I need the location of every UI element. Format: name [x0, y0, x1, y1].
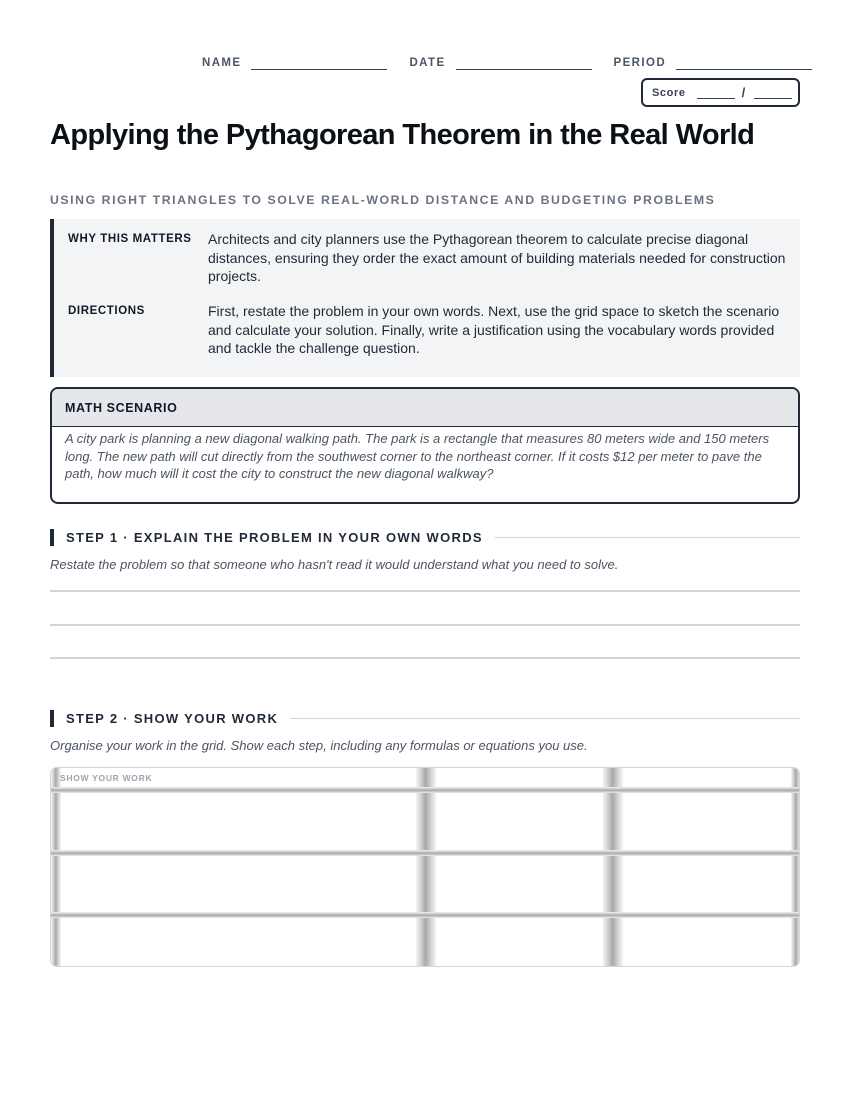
- why-this-matters-text: Architects and city planners use the Pythagorean theorem to calculate precise diagonal distances, ensuring they order the exact amount of building materials needed for construction projects.: [208, 231, 786, 284]
- step-1-divider: [495, 537, 800, 538]
- grid-border-left: [51, 768, 61, 967]
- period-input-line[interactable]: [676, 56, 812, 70]
- answer-line[interactable]: [50, 590, 800, 592]
- grid-divider-horizontal: [51, 850, 800, 856]
- step-1-instruction: Restate the problem so that someone who hasn't read it would understand what you need to solve.: [50, 557, 619, 572]
- step-1-accent-bar: [50, 529, 54, 546]
- date-field: [409, 56, 591, 70]
- grid-divider-horizontal: [51, 912, 800, 918]
- step-2-instruction: Organise your work in the grid. Show each step, including any formulas or equations you use.: [50, 738, 588, 753]
- score-box: [641, 78, 800, 107]
- answer-line[interactable]: [50, 657, 800, 659]
- step-2-accent-bar: [50, 710, 54, 727]
- name-field: [202, 56, 387, 70]
- math-scenario-box: [50, 387, 800, 504]
- grid-divider-vertical: [603, 768, 623, 967]
- period-field: [614, 56, 813, 70]
- step-1-title: STEP 1 · EXPLAIN THE PROBLEM IN YOUR OWN WORDS: [66, 529, 483, 545]
- why-this-matters-row: [68, 230, 790, 286]
- date-label: DATE: [409, 57, 446, 69]
- step-2-title: STEP 2 · SHOW YOUR WORK: [66, 710, 279, 726]
- math-scenario-text: A city park is planning a new diagonal walking path. The park is a rectangle that measures 80 meters wide and 150 meters long. The new path will cut directly from the southwest corner to the northeast corner. If it costs $12 per meter to pave the path, how much will it cost the city to construct the new diagonal walkway?: [65, 431, 770, 481]
- grid-label: SHOW YOUR WORK: [60, 773, 153, 783]
- grid-divider-vertical: [416, 768, 436, 967]
- step-2-heading: [50, 709, 800, 727]
- name-label: NAME: [202, 57, 242, 69]
- date-input-line[interactable]: [456, 56, 592, 70]
- name-input-line[interactable]: [251, 56, 387, 70]
- score-total-blank[interactable]: [754, 87, 792, 99]
- step-2-divider: [290, 718, 800, 719]
- grid-divider-horizontal: [51, 787, 800, 793]
- score-separator: /: [741, 85, 746, 100]
- directions-label: DIRECTIONS: [68, 305, 145, 317]
- why-this-matters-label: WHY THIS MATTERS: [68, 233, 192, 245]
- directions-text: First, restate the problem in your own words. Next, use the grid space to sketch the scenario and calculate your solution. Finally, write a justification using the vocabulary words provided and tackle the challenge question.: [208, 303, 780, 356]
- student-info-fields: [202, 52, 800, 70]
- score-label: Score: [652, 86, 686, 99]
- math-scenario-title: MATH SCENARIO: [65, 400, 178, 415]
- answer-line[interactable]: [50, 624, 800, 626]
- math-scenario-header: [52, 389, 798, 427]
- directions-row: [68, 302, 790, 358]
- info-panel: [50, 219, 800, 377]
- page-subtitle: USING RIGHT TRIANGLES TO SOLVE REAL-WORLD DISTANCE AND BUDGETING PROBLEMS: [50, 193, 716, 207]
- score-earned-blank[interactable]: [697, 87, 735, 99]
- page-title: Applying the Pythagorean Theorem in the Real World: [50, 119, 755, 151]
- period-label: PERIOD: [613, 57, 667, 69]
- work-grid[interactable]: [50, 767, 800, 967]
- grid-border-right: [791, 768, 800, 967]
- step-1-heading: [50, 528, 800, 546]
